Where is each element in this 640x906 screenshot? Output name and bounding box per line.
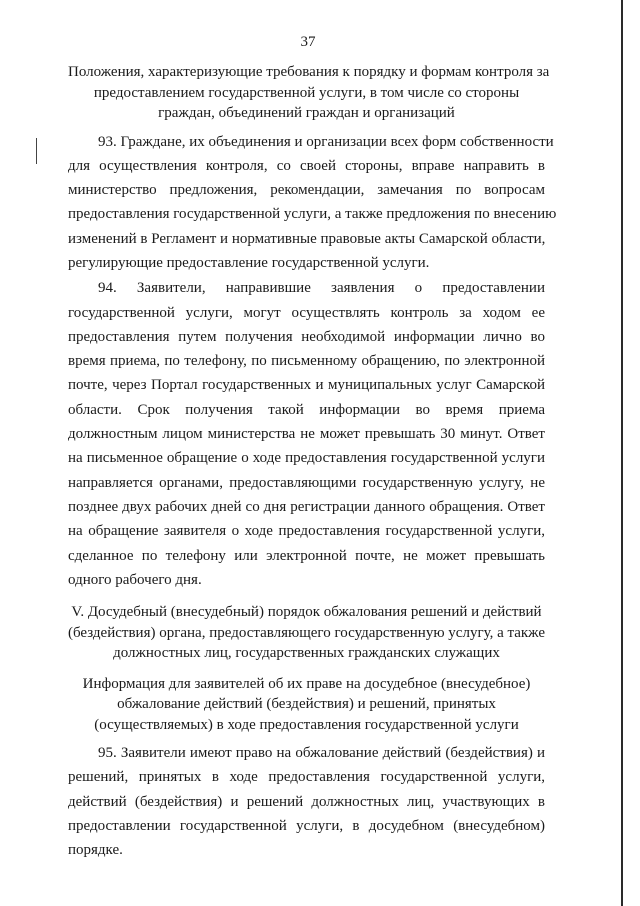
text-line: почте, через Портал государственных и муниципальных услуг Самарской	[68, 377, 545, 394]
paragraph-95	[68, 741, 545, 862]
text-line: сделанное по телефону или электронной почте, не может превышать	[68, 547, 545, 564]
text-line: направляется органами, предоставляющими государственную услугу, не	[68, 474, 545, 491]
text-line: изменений в Регламент и нормативные правовые акты Самарской области,	[68, 230, 546, 247]
paragraph-93	[68, 130, 557, 276]
text-line: на письменное обращение о ходе предоставления государственной услуги	[68, 450, 545, 467]
text-line: решений, принятых в ходе предоставления государственной услуги,	[68, 769, 545, 786]
text-line: области. Срок получения такой информации во время приема	[68, 401, 545, 418]
text-line: государственной услуги, могут осуществлять контроль за ходом ее	[68, 304, 545, 321]
heading-control-requirements	[68, 62, 550, 124]
heading-line: должностных лиц, государственных гражданских служащих	[113, 645, 500, 662]
text-line: должностным лицом министерства не может превышать 30 минут. Ответ	[68, 426, 545, 443]
heading-line: V. Досудебный (внесудебный) порядок обжалования решений и действий	[71, 604, 542, 621]
paragraph-94	[68, 276, 545, 592]
document-body	[68, 62, 557, 863]
heading-line: (осуществляемых) в ходе предоставления государственной услуги	[94, 716, 519, 733]
text-line: регулирующие предоставление государственной услуги.	[68, 254, 430, 271]
text-line: предоставлении государственной услуги, в досудебном (внесудебном)	[68, 818, 545, 835]
text-line: 95. Заявители имеют право на обжалование действий (бездействия) и	[98, 745, 545, 762]
text-line: позднее двух рабочих дней со дня регистрации данного обращения. Ответ	[68, 498, 545, 515]
heading-line: Информация для заявителей об их праве на досудебное (внесудебное)	[82, 675, 531, 692]
heading-line: граждан, объединений граждан и организаций	[158, 105, 455, 121]
text-line: для осуществления контроля, со своей стороны, вправе направить в	[68, 157, 545, 174]
heading-line: (бездействия) органа, предоставляющего государственную услугу, а также	[68, 624, 546, 641]
heading-line: обжалование действий (бездействия) и решений, принятых	[117, 696, 496, 713]
text-line: порядке.	[68, 842, 123, 859]
text-line: 94. Заявители, направившие заявления о предоставлении	[98, 280, 545, 297]
text-line: одного рабочего дня.	[68, 571, 202, 588]
heading-section-5	[68, 602, 545, 664]
text-line: на обращение заявителя о ходе предоставления государственной услуги,	[68, 523, 545, 540]
heading-line: предоставлением государственной услуги, в том числе со стороны	[93, 84, 520, 101]
page-number: 37	[300, 34, 316, 50]
page-edge-line	[621, 0, 623, 906]
text-line: министерство предложения, рекомендации, замечания по вопросам	[68, 182, 545, 199]
text-line: предоставления путем получения необходимой информации лично во	[68, 328, 545, 345]
heading-line: Положения, характеризующие требования к порядку и формам контроля за	[68, 64, 550, 80]
margin-mark	[36, 138, 37, 164]
text-line: действий (бездействия) и решений должностных лиц, участвующих в	[68, 793, 545, 810]
text-line: время приема, по телефону, по письменному обращению, по электронной	[68, 353, 545, 370]
text-line: 93. Граждане, их объединения и организации всех форм собственности	[98, 133, 554, 150]
text-line: предоставления государственной услуги, а также предложения по внесению	[68, 206, 557, 223]
heading-applicant-info	[68, 674, 545, 736]
